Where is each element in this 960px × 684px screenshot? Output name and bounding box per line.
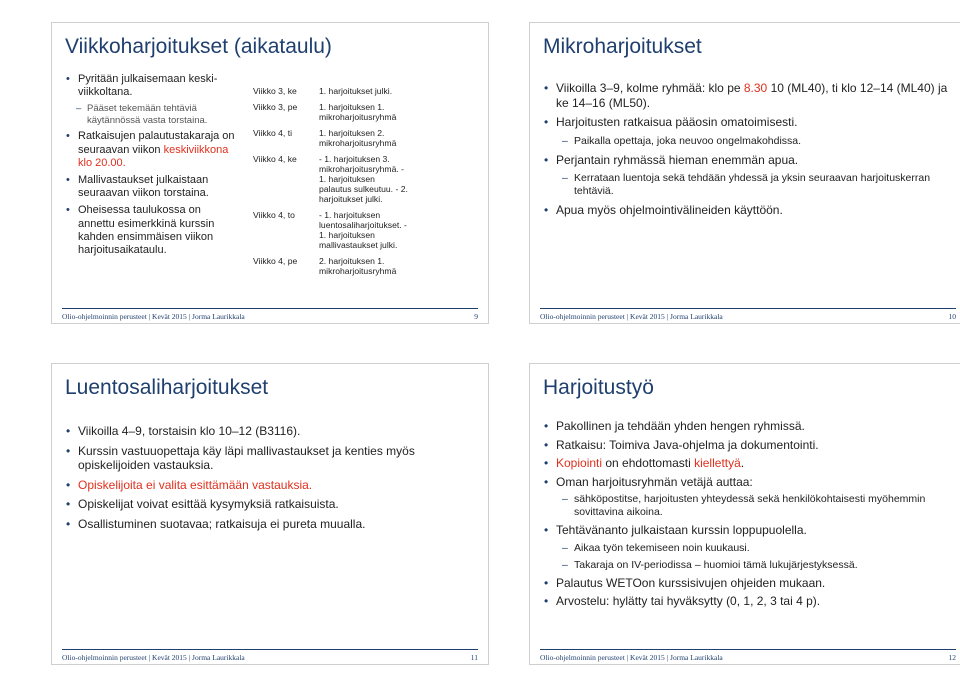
footer-text: Olio-ohjelmoinnin perusteet | Kevät 2015 | Jorma Laurikkala bbox=[62, 653, 245, 662]
footer-text: Olio-ohjelmoinnin perusteet | Kevät 2015 | Jorma Laurikkala bbox=[540, 312, 723, 321]
bullet-text: 10 (ML40), ti klo 12–14 (ML40) ja ke 14–16 (ML50). bbox=[556, 81, 948, 110]
slide-title: Luentosaliharjoitukset bbox=[65, 376, 269, 399]
bullet-item: • Viikoilla 4–9, torstaisin klo 10–12 (B3116). bbox=[65, 424, 478, 439]
schedule-week-cell: Viikko 3, pe bbox=[253, 102, 298, 112]
bullet-item bbox=[543, 81, 956, 110]
schedule-row bbox=[253, 99, 413, 125]
bullet-item bbox=[543, 456, 956, 471]
slide-11 bbox=[51, 363, 489, 665]
schedule-item-cell: - 1. harjoituksen 3. mikroharjoitusryhmä. - 1. harjoituksen palautus sulkeutuu. - 2. harjoitukset julki. bbox=[319, 154, 408, 204]
schedule-row bbox=[253, 253, 413, 279]
footer bbox=[62, 649, 478, 662]
sub-bullet-item: – Aikaa työn tekemiseen noin kuukausi. bbox=[543, 542, 956, 555]
bullet-list bbox=[543, 419, 956, 613]
bullet-list bbox=[65, 73, 240, 261]
schedule-week-cell: Viikko 4, pe bbox=[253, 256, 298, 266]
highlighted-text: kiellettyä bbox=[694, 456, 741, 470]
page-number: 11 bbox=[470, 653, 478, 662]
bullet-list bbox=[543, 81, 956, 223]
footer bbox=[540, 308, 956, 321]
slide-title: Mikroharjoitukset bbox=[543, 35, 702, 58]
highlighted-text: keskiviikkona klo 20.00. bbox=[78, 143, 229, 169]
schedule-row bbox=[253, 125, 413, 151]
footer-text: Olio-ohjelmoinnin perusteet | Kevät 2015 | Jorma Laurikkala bbox=[62, 312, 245, 321]
slide-9 bbox=[51, 22, 489, 324]
schedule-item-cell: 1. harjoituksen 1. mikroharjoitusryhmä bbox=[319, 102, 397, 122]
bullet-item: • Apua myös ohjelmointivälineiden käyttöön. bbox=[543, 203, 956, 218]
bullet-item: • Kurssin vastuuopettaja käy läpi mallivastaukset ja kenties myös opiskelijoiden vastauksia. bbox=[65, 444, 478, 473]
schedule-table bbox=[253, 83, 413, 279]
sub-bullet-item: – sähköpostitse, harjoitusten yhteydessä sekä henkilökohtaisesti myöhemmin sovittavina aikoina. bbox=[543, 493, 956, 519]
sub-bullet-item: – Takaraja on IV-periodissa – huomioi tämä lukujärjestyksessä. bbox=[543, 559, 956, 572]
bullet-text: Viikoilla 3–9, kolme ryhmää: klo pe bbox=[556, 81, 744, 95]
bullet-text: . bbox=[740, 456, 745, 470]
sub-bullet-item: – Kerrataan luentoja sekä tehdään yhdessä ja yksin seuraavan harjoituskerran tehtäviä. bbox=[543, 172, 956, 198]
bullet-item: • Mallivastaukset julkaistaan seuraavan viikon torstaina. bbox=[65, 174, 240, 200]
bullet-item: • Arvostelu: hylätty tai hyväksytty (0, 1, 2, 3 tai 4 p). bbox=[543, 594, 956, 609]
page-number: 10 bbox=[948, 312, 956, 321]
footer bbox=[540, 649, 956, 662]
bullet-item: • Harjoitusten ratkaisua pääosin omatoimisesti. bbox=[543, 115, 956, 130]
highlighted-text: Kopiointi bbox=[556, 456, 603, 470]
schedule-week-cell: Viikko 4, ti bbox=[253, 128, 293, 138]
bullet-item bbox=[65, 130, 240, 170]
bullet-item: • Ratkaisu: Toimiva Java-ohjelma ja dokumentointi. bbox=[543, 438, 956, 453]
schedule-item-cell: 2. harjoituksen 1. mikroharjoitusryhmä bbox=[319, 256, 397, 276]
page-number: 9 bbox=[474, 312, 478, 321]
bullet-item: • Pakollinen ja tehdään yhden hengen ryhmissä. bbox=[543, 419, 956, 434]
bullet-text: Ratkaisujen palautustakaraja on seuraavan viikon bbox=[78, 130, 235, 156]
bullet-text: on ehdottomasti bbox=[602, 456, 695, 470]
schedule-week-cell: Viikko 4, ke bbox=[253, 154, 297, 164]
footer-text: Olio-ohjelmoinnin perusteet | Kevät 2015 | Jorma Laurikkala bbox=[540, 653, 723, 662]
schedule-item-cell: 1. harjoituksen 2. mikroharjoitusryhmä bbox=[319, 128, 397, 148]
schedule-row bbox=[253, 151, 413, 207]
bullet-item: • Palautus WETOon kurssisivujen ohjeiden mukaan. bbox=[543, 576, 956, 591]
schedule-row bbox=[253, 207, 413, 253]
bullet-item: • Oheisessa taulukossa on annettu esimerkkinä kurssin kahden ensimmäisen viikon harjoitusaikataulu. bbox=[65, 204, 240, 257]
bullet-item: • Perjantain ryhmässä hieman enemmän apua. bbox=[543, 153, 956, 168]
bullet-list bbox=[65, 424, 478, 536]
schedule-row bbox=[253, 83, 413, 99]
bullet-item: • Opiskelijoita ei valita esittämään vastauksia. bbox=[65, 478, 478, 493]
bullet-item: • Osallistuminen suotavaa; ratkaisuja ei pureta muualla. bbox=[65, 517, 478, 532]
schedule-week-cell: Viikko 4, to bbox=[253, 210, 295, 220]
slide-10 bbox=[529, 22, 960, 324]
highlighted-text: 8.30 bbox=[743, 81, 768, 95]
slide-12 bbox=[529, 363, 960, 665]
sub-bullet-item: – Pääset tekemään tehtäviä käytännössä vasta torstaina. bbox=[65, 103, 240, 126]
bullet-item: • Opiskelijat voivat esittää kysymyksiä ratkaisuista. bbox=[65, 497, 478, 512]
bullet-item: • Tehtävänanto julkaistaan kurssin loppupuolella. bbox=[543, 523, 956, 538]
bullet-item: • Oman harjoitusryhmän vetäjä auttaa: bbox=[543, 475, 956, 490]
footer bbox=[62, 308, 478, 321]
slide-title: Viikkoharjoitukset (aikataulu) bbox=[65, 35, 332, 58]
slide-title: Harjoitustyö bbox=[543, 376, 654, 399]
schedule-week-cell: Viikko 3, ke bbox=[253, 86, 297, 96]
schedule-item-cell: - 1. harjoituksen luentosaliharjoitukset. - 1. harjoituksen mallivastaukset julki. bbox=[319, 210, 407, 250]
bullet-item: • Pyritään julkaisemaan keski-viikkoltana. bbox=[65, 73, 240, 99]
page-number: 12 bbox=[948, 653, 956, 662]
schedule-item-cell: 1. harjoitukset julki. bbox=[319, 86, 393, 96]
sub-bullet-item: – Paikalla opettaja, joka neuvoo ongelmakohdissa. bbox=[543, 135, 956, 148]
